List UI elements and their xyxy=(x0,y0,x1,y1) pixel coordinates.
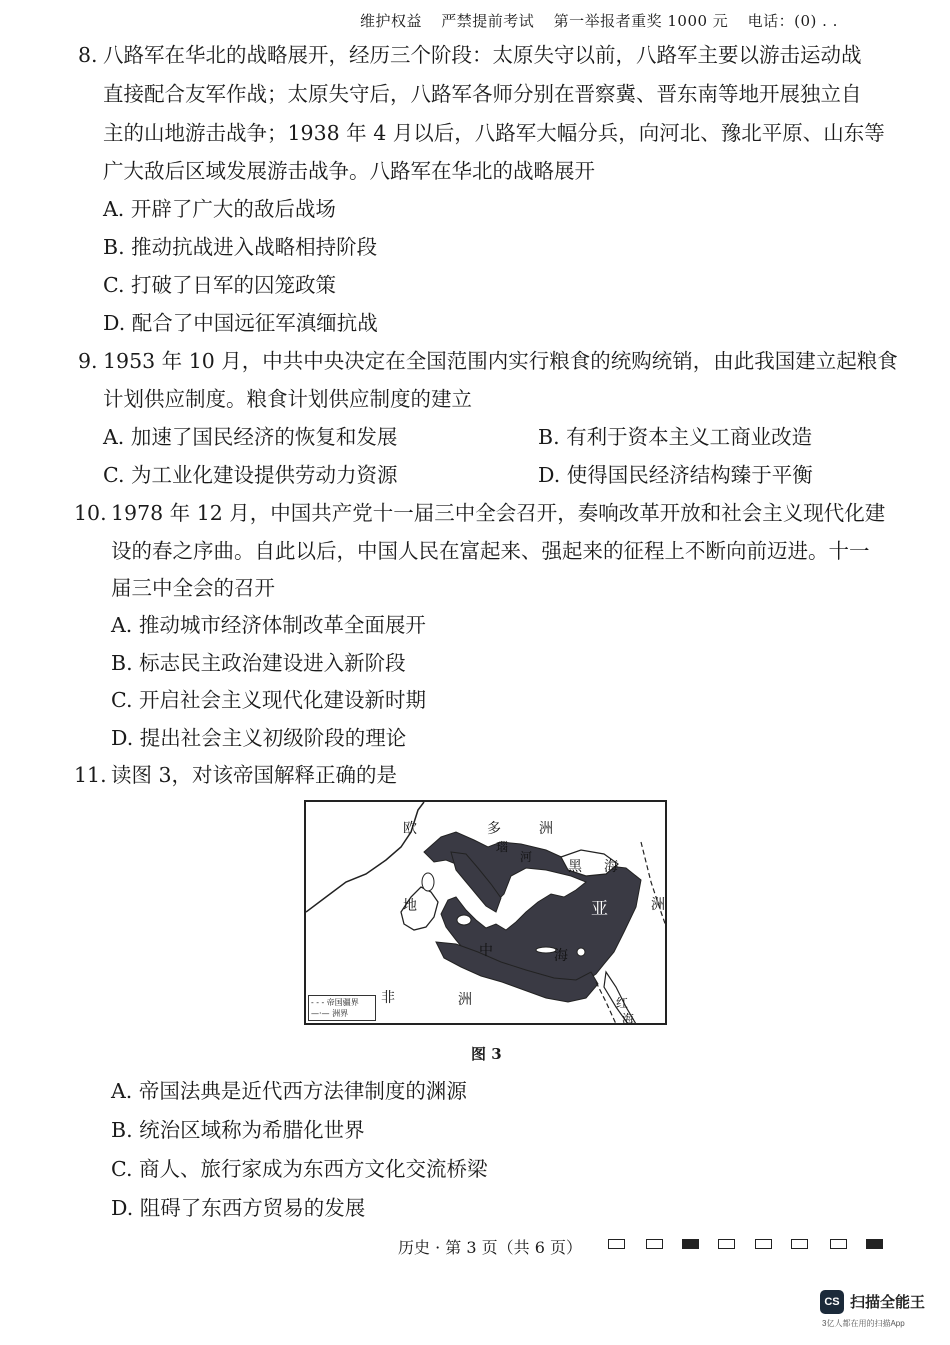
scan-mark-empty xyxy=(830,1239,847,1249)
question-number: 8. xyxy=(78,43,98,67)
question-text-line: 主的山地游击战争；1938 年 4 月以后，八路军大幅分兵，向河北、豫北平原、山东等 xyxy=(103,121,885,145)
map-label: 海 xyxy=(622,1012,635,1025)
empire-map xyxy=(304,800,667,1025)
map-label: 洲 xyxy=(539,821,553,837)
map-label: 红 xyxy=(616,996,629,1010)
option-c: C. 开启社会主义现代化建设新时期 xyxy=(111,688,426,712)
map-label: 欧 xyxy=(403,821,417,837)
island xyxy=(536,947,556,953)
question-text-line: 直接配合友军作战；太原失守后，八路军各师分别在晋察冀、晋东南等地开展独立自 xyxy=(103,82,862,106)
question-text-line: 读图 3，对该帝国解释正确的是 xyxy=(111,763,398,787)
option-d: D. 配合了中国远征军滇缅抗战 xyxy=(103,311,378,335)
island xyxy=(457,915,471,925)
page-footer: 历史 · 第 3 页（共 6 页） xyxy=(398,1238,582,1257)
map-label: 洲 xyxy=(651,897,665,913)
map-label: 海 xyxy=(554,948,568,964)
question-number: 11. xyxy=(74,763,107,787)
scan-mark-empty xyxy=(646,1239,663,1249)
question-text-line: 八路军在华北的战略展开，经历三个阶段：太原失守以前，八路军主要以游击运动战 xyxy=(103,43,862,67)
option-c: C. 打破了日军的囚笼政策 xyxy=(103,273,336,297)
question-number: 10. xyxy=(74,501,107,525)
header-item: 第一举报者重奖 1000 元 xyxy=(553,12,729,30)
continent-border xyxy=(641,842,667,932)
option-c: C. 为工业化建设提供劳动力资源 xyxy=(103,463,398,487)
map-label: 瑙 xyxy=(496,840,509,854)
option-b: B. 统治区域称为希腊化世界 xyxy=(111,1118,365,1142)
question-text-line: 计划供应制度。粮食计划供应制度的建立 xyxy=(103,387,472,411)
map-label: 海 xyxy=(604,859,618,875)
option-c: C. 商人、旅行家成为东西方文化交流桥梁 xyxy=(111,1157,488,1181)
question-text-line: 1978 年 12 月，中国共产党十一届三中全会召开，奏响改革开放和社会主义现代化建 xyxy=(111,501,886,525)
scan-mark-empty xyxy=(791,1239,808,1249)
option-b: B. 有利于资本主义工商业改造 xyxy=(538,425,813,449)
map-label: 多 xyxy=(487,821,501,837)
option-d: D. 阻碍了东西方贸易的发展 xyxy=(111,1196,366,1220)
header-item: 严禁提前考试 xyxy=(441,12,535,30)
figure-caption: 图 3 xyxy=(471,1045,502,1063)
scan-mark-empty xyxy=(755,1239,772,1249)
option-a: A. 加速了国民经济的恢复和发展 xyxy=(103,425,398,449)
map-label: 亚 xyxy=(591,899,608,919)
island xyxy=(422,873,434,891)
question-number: 9. xyxy=(78,349,98,373)
option-a: A. 推动城市经济体制改革全面展开 xyxy=(111,613,426,637)
scan-marks xyxy=(608,1239,888,1253)
scan-mark-filled xyxy=(682,1239,699,1249)
watermark-subtitle: 3亿人都在用的扫描App xyxy=(822,1319,905,1328)
map-label: 地 xyxy=(403,898,417,914)
header-item: 电话：(0) . . xyxy=(747,12,838,30)
legend-label: 洲界 xyxy=(332,1009,349,1018)
legend-label: 帝国疆界 xyxy=(326,998,359,1007)
question-text-line: 广大敌后区域发展游击战争。八路军在华北的战略展开 xyxy=(103,159,595,183)
map-label: 河 xyxy=(520,850,533,864)
scan-mark-empty xyxy=(718,1239,735,1249)
map-label: 洲 xyxy=(458,992,472,1008)
legend-item: —·— 洲界 xyxy=(311,1009,349,1018)
scanner-watermark xyxy=(820,1290,935,1335)
option-b: B. 推动抗战进入战略相持阶段 xyxy=(103,235,378,259)
map-legend xyxy=(308,995,376,1021)
option-a: A. 帝国法典是近代西方法律制度的渊源 xyxy=(111,1079,467,1103)
map-label: 非 xyxy=(381,990,395,1006)
question-text-line: 届三中全会的召开 xyxy=(111,576,275,600)
scan-mark-empty xyxy=(608,1239,625,1249)
scan-mark-filled xyxy=(866,1239,883,1249)
question-text-line: 1953 年 10 月，中共中央决定在全国范围内实行粮食的统购统销，由此我国建立起粮食 xyxy=(103,349,898,373)
map-label: 黑 xyxy=(568,859,582,875)
header-item: 维护权益 xyxy=(360,12,423,30)
island xyxy=(577,948,585,956)
cs-logo-icon: CS xyxy=(820,1290,844,1314)
watermark-name: 扫描全能王 xyxy=(850,1294,926,1311)
map-label: 中 xyxy=(479,943,493,959)
legend-item: - - - 帝国疆界 xyxy=(311,998,359,1007)
option-b: B. 标志民主政治建设进入新阶段 xyxy=(111,651,406,675)
question-text-line: 设的春之序曲。自此以后，中国人民在富起来、强起来的征程上不断向前迈进。十一 xyxy=(111,539,870,563)
option-d: D. 使得国民经济结构臻于平衡 xyxy=(538,463,813,487)
page-header xyxy=(360,10,852,31)
option-a: A. 开辟了广大的敌后战场 xyxy=(103,197,336,221)
option-d: D. 提出社会主义初级阶段的理论 xyxy=(111,726,407,750)
